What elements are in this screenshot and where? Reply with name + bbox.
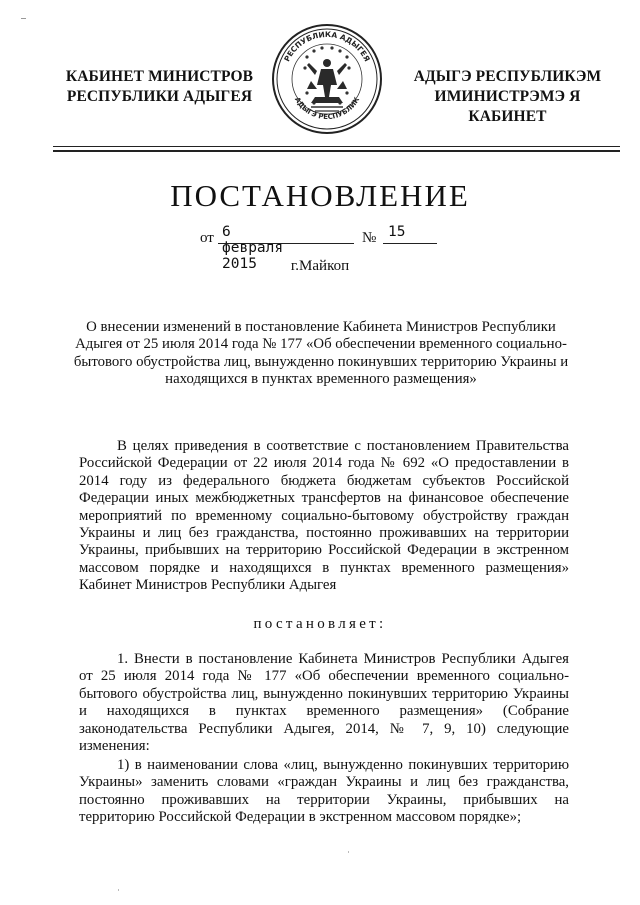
republic-emblem-icon [271,23,383,135]
number-prefix: № [362,230,377,246]
issuer-name-adyghe [395,67,620,127]
scan-speck [118,889,119,891]
emblem-text-top: РЕСПУБЛИКА АДЫГЕЯ [282,29,372,64]
header-divider-thick [53,150,620,152]
issuer-line: ИМИНИСТРЭМЭ Я КАБИНЕТ [434,88,581,125]
document-date: 6 февраля 2015 [222,224,284,272]
date-underline [218,243,354,244]
document-subject: О внесении изменений в постановление Кабинета Министров Республики Адыгея от 25 июля 2014 года № 177 «Об обеспечении временного социально-бытового обустройства лиц, вынужденно покинувших территорию Украины и находящихся в пунктах временного размещения» [73,319,569,388]
document-title: ПОСТАНОВЛЕНИЕ [170,178,470,213]
item-1-paragraph: 1. Внести в постановление Кабинета Министров Республики Адыгея от 25 июля 2014 года № 177 «Об обеспечении временного социально-бытового обустройства лиц, вынужденно покинувших территорию Украины и находящихся в пунктах временного размещения» (Собрание законодательства Республики Адыгея, 2014, № 7, 9, 10) следующие изменения: [79,651,569,755]
emblem-text-bottom: АДЫГЭ РЕСПУБЛИК [292,95,362,122]
date-prefix: от [200,230,214,246]
issuer-line: АДЫГЭ РЕСПУБЛИКЭМ [413,68,602,85]
issuer-line: РЕСПУБЛИКИ АДЫГЕЯ [66,88,253,105]
preamble-paragraph: В целях приведения в соответствие с постановлением Правительства Российской Федерации от 22 июля 2014 года № 692 «О предоставлении в 2014 году из федерального бюджета бюджетам субъектов Российской Федерации иных межбюджетных трансфертов на финансовое обеспечение мероприятий по временному социально-бытовому обустройству граждан Украины и лиц без гражданства, постоянно проживавших на территории Украины, прибывших на территорию Российской Федерации в экстренном массовом порядке и находящихся в пунктах временного размещения» Кабинет Министров Республики Адыгея [79,438,569,594]
number-underline [383,243,437,244]
document-number: 15 [388,224,406,240]
scan-speck [348,851,349,853]
resolves-heading: постановляет: [253,616,387,632]
city: г.Майкоп [290,258,350,274]
issuer-line: КАБИНЕТ МИНИСТРОВ [65,68,254,85]
issuer-name-russian [62,67,257,107]
scan-mark [21,18,26,19]
header-divider-thin [53,146,620,147]
item-1-subitem-1-paragraph: 1) в наименовании слова «лиц, вынужденно покинувших территорию Украины» заменить словами «граждан Украины и лиц без гражданства, постоянно проживавших на территории Украины, прибывших на территорию Российской Федерации в экстренном массовом порядке»; [79,757,569,826]
